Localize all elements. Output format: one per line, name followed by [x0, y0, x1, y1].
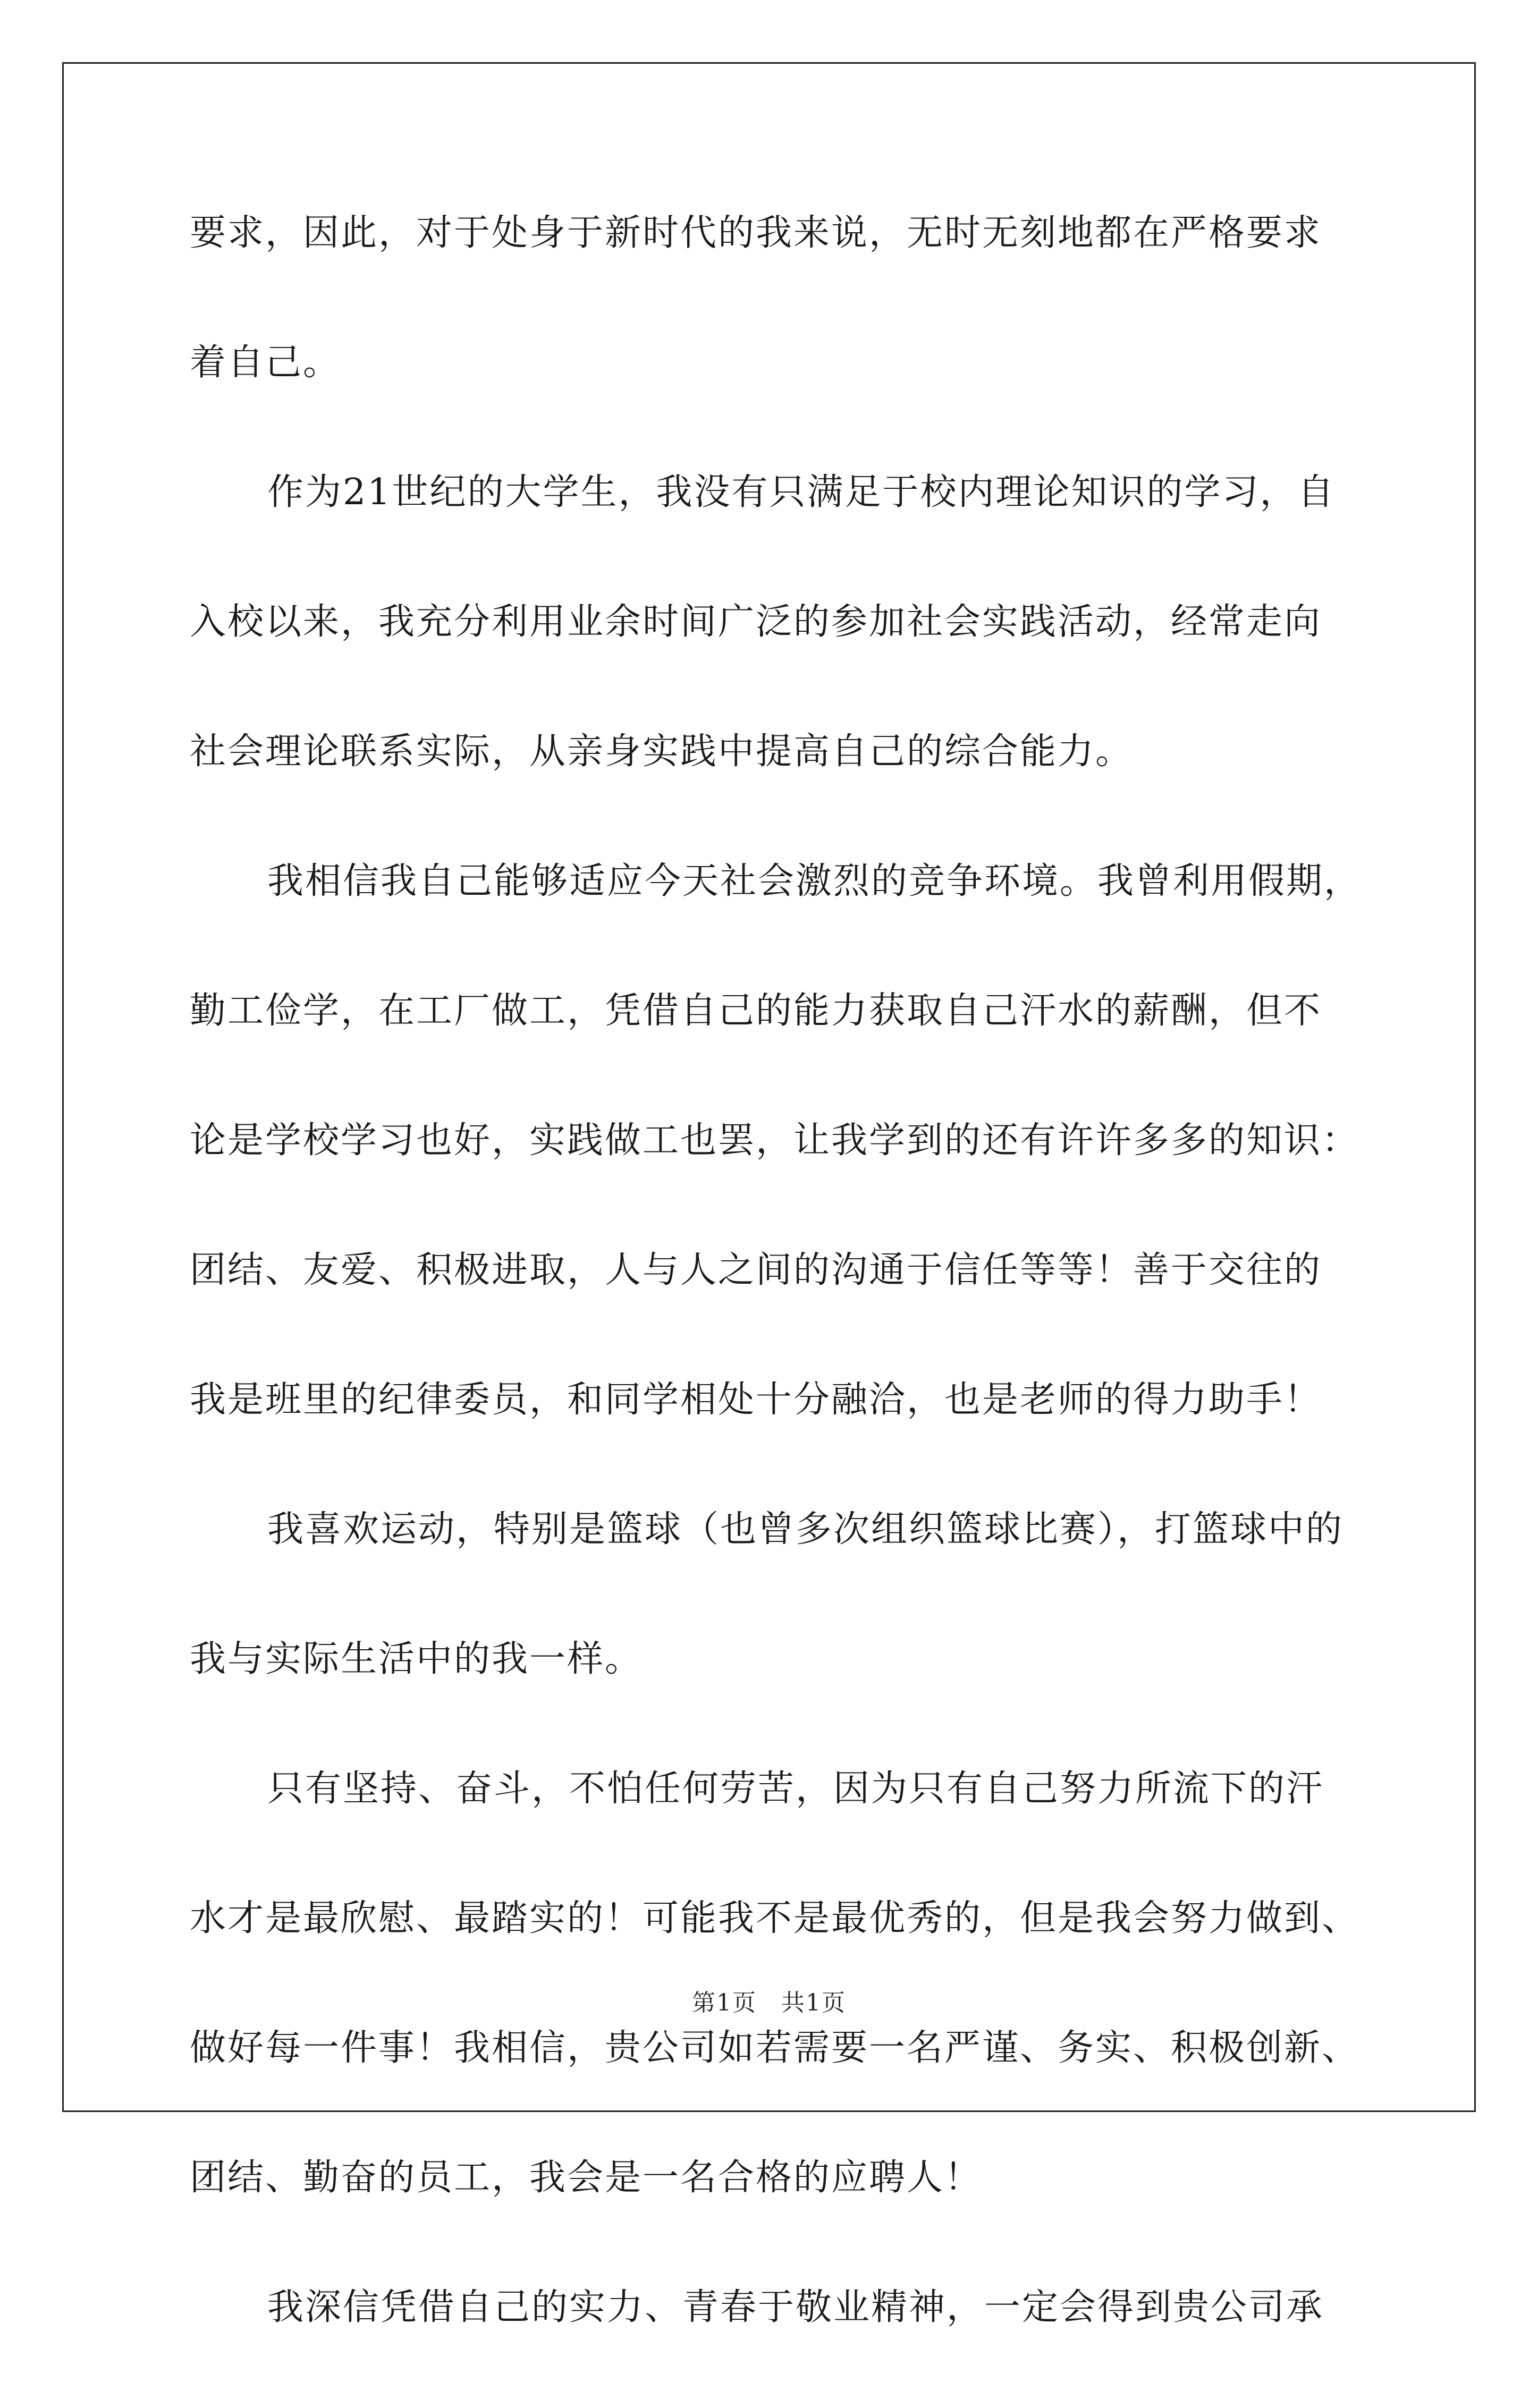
text-line-12: 我与实际生活中的我一样。 — [190, 1638, 643, 1680]
text-line-14: 水才是最欣慰、最踏实的！可能我不是最优秀的，但是我会努力做到、 — [190, 1897, 1360, 1939]
text-line-13: 只有坚持、奋斗，不怕任何劳苦，因为只有自己努力所流下的汗 — [267, 1768, 1324, 1810]
text-line-6: 我相信我自己能够适应今天社会激烈的竞争环境。我曾利用假期， — [267, 860, 1362, 902]
text-line-8: 论是学校学习也好，实践做工也罢，让我学到的还有许许多多的知识： — [190, 1120, 1360, 1161]
text-line-11: 我喜欢运动，特别是篮球（也曾多次组织篮球比赛），打篮球中的 — [267, 1508, 1344, 1550]
text-line-4: 入校以来，我充分利用业余时间广泛的参加社会实践活动，经常走向 — [190, 601, 1322, 643]
text-line-7: 勤工俭学，在工厂做工，凭借自己的能力获取自己汗水的薪酬，但不 — [190, 990, 1322, 1032]
text-line-17: 我深信凭借自己的实力、青春于敬业精神，一定会得到贵公司承 — [267, 2286, 1324, 2328]
text-line-2: 着自己。 — [190, 342, 341, 384]
text-line-5: 社会理论联系实际，从亲身实践中提高自己的综合能力。 — [190, 731, 1134, 773]
text-line-9: 团结、友爱、积极进取，人与人之间的沟通于信任等等！善于交往的 — [190, 1249, 1322, 1291]
document-body — [190, 204, 1362, 2408]
text-line-15: 做好每一件事！我相信，贵公司如若需要一名严谨、务实、积极创新、 — [190, 2027, 1360, 2069]
text-line-10: 我是班里的纪律委员，和同学相处十分融洽，也是老师的得力助手！ — [190, 1379, 1322, 1421]
text-line-1: 要求，因此，对于处身于新时代的我来说，无时无刻地都在严格要求 — [190, 212, 1322, 254]
page-footer: 第1页 共1页 — [692, 1989, 846, 2016]
text-line-16: 团结、勤奋的员工，我会是一名合格的应聘人！ — [190, 2157, 983, 2199]
text-line-3: 作为21世纪的大学生，我没有只满足于校内理论知识的学习，自 — [267, 471, 1336, 513]
